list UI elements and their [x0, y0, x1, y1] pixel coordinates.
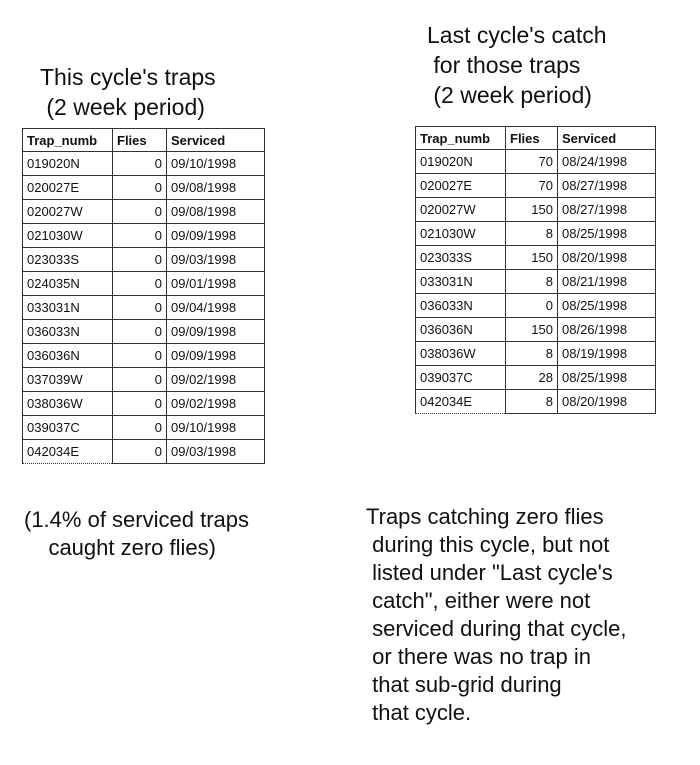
- serviced-date-cell: 09/03/1998: [167, 248, 265, 272]
- table-row: [416, 246, 656, 270]
- table-row: [23, 416, 265, 440]
- trap-number-cell: 037039W: [23, 368, 113, 392]
- trap-number-cell: 019020N: [23, 152, 113, 176]
- this-cycle-table: [22, 128, 265, 464]
- this-cycle-heading: This cycle's traps (2 week period): [40, 64, 216, 120]
- flies-header: Flies: [506, 127, 558, 150]
- flies-cell: 0: [113, 320, 167, 344]
- table-row: [23, 152, 265, 176]
- flies-cell: 0: [113, 392, 167, 416]
- table-header-row: [23, 129, 265, 152]
- table-row: [416, 222, 656, 246]
- table-row: [23, 296, 265, 320]
- table-row: [23, 320, 265, 344]
- trap-number-header: Trap_numb: [23, 129, 113, 152]
- table-row: [23, 392, 265, 416]
- serviced-date-cell: 09/08/1998: [167, 200, 265, 224]
- flies-cell: 8: [506, 390, 558, 414]
- table-row: [23, 200, 265, 224]
- serviced-date-cell: 08/26/1998: [558, 318, 656, 342]
- serviced-date-cell: 09/09/1998: [167, 224, 265, 248]
- trap-number-cell: 021030W: [416, 222, 506, 246]
- trap-number-cell: 039037C: [23, 416, 113, 440]
- serviced-date-cell: 09/09/1998: [167, 320, 265, 344]
- table-row: [23, 248, 265, 272]
- trap-number-cell: 036036N: [416, 318, 506, 342]
- table-row: [23, 176, 265, 200]
- flies-cell: 150: [506, 198, 558, 222]
- serviced-date-cell: 08/27/1998: [558, 174, 656, 198]
- serviced-date-cell: 08/25/1998: [558, 294, 656, 318]
- table-row: [23, 344, 265, 368]
- serviced-date-cell: 08/21/1998: [558, 270, 656, 294]
- serviced-date-cell: 08/25/1998: [558, 366, 656, 390]
- flies-cell: 0: [113, 224, 167, 248]
- unlisted-traps-explanation-note: Traps catching zero flies during this cycle, but not listed under "Last cycle's catch", either were not serviced during that cycle, or there was no trap in that sub-grid during that cycle.: [366, 504, 627, 725]
- serviced-date-cell: 09/04/1998: [167, 296, 265, 320]
- serviced-date-cell: 09/02/1998: [167, 392, 265, 416]
- serviced-date-cell: 09/10/1998: [167, 416, 265, 440]
- table-row: [416, 150, 656, 174]
- table-row: [416, 270, 656, 294]
- trap-number-cell: 039037C: [416, 366, 506, 390]
- serviced-header: Serviced: [558, 127, 656, 150]
- trap-number-cell: 020027W: [416, 198, 506, 222]
- serviced-date-cell: 08/20/1998: [558, 390, 656, 414]
- zero-catch-percentage-note: (1.4% of serviced traps caught zero flies): [24, 507, 249, 560]
- trap-number-cell: 021030W: [23, 224, 113, 248]
- trap-number-cell: 038036W: [23, 392, 113, 416]
- last-cycle-table: [415, 126, 656, 414]
- table-row: [416, 198, 656, 222]
- flies-cell: 150: [506, 318, 558, 342]
- flies-cell: 28: [506, 366, 558, 390]
- table-row: [416, 342, 656, 366]
- serviced-date-cell: 09/09/1998: [167, 344, 265, 368]
- trap-number-cell: 020027E: [23, 176, 113, 200]
- serviced-date-cell: 08/20/1998: [558, 246, 656, 270]
- trap-number-cell: 019020N: [416, 150, 506, 174]
- flies-cell: 0: [113, 176, 167, 200]
- trap-number-cell: 023033S: [416, 246, 506, 270]
- flies-cell: 0: [113, 440, 167, 464]
- flies-cell: 8: [506, 222, 558, 246]
- flies-cell: 8: [506, 270, 558, 294]
- trap-number-cell: 042034E: [23, 440, 113, 464]
- table-row: [23, 368, 265, 392]
- table-header-row: [416, 127, 656, 150]
- flies-cell: 0: [113, 296, 167, 320]
- trap-number-cell: 036033N: [416, 294, 506, 318]
- serviced-date-cell: 08/19/1998: [558, 342, 656, 366]
- serviced-date-cell: 08/24/1998: [558, 150, 656, 174]
- last-cycle-heading: Last cycle's catch for those traps (2 week period): [427, 22, 607, 108]
- table-row: [416, 174, 656, 198]
- trap-number-cell: 024035N: [23, 272, 113, 296]
- table-row: [416, 318, 656, 342]
- serviced-date-cell: 09/03/1998: [167, 440, 265, 464]
- table-row: [23, 224, 265, 248]
- table-row: [416, 294, 656, 318]
- flies-cell: 0: [113, 344, 167, 368]
- trap-number-cell: 020027W: [23, 200, 113, 224]
- trap-number-cell: 023033S: [23, 248, 113, 272]
- serviced-date-cell: 08/27/1998: [558, 198, 656, 222]
- flies-cell: 0: [506, 294, 558, 318]
- flies-cell: 150: [506, 246, 558, 270]
- flies-cell: 70: [506, 150, 558, 174]
- trap-number-header: Trap_numb: [416, 127, 506, 150]
- flies-cell: 0: [113, 272, 167, 296]
- flies-cell: 0: [113, 152, 167, 176]
- flies-cell: 0: [113, 368, 167, 392]
- trap-number-cell: 036036N: [23, 344, 113, 368]
- serviced-date-cell: 09/01/1998: [167, 272, 265, 296]
- serviced-date-cell: 09/08/1998: [167, 176, 265, 200]
- serviced-date-cell: 09/10/1998: [167, 152, 265, 176]
- flies-cell: 0: [113, 200, 167, 224]
- flies-cell: 70: [506, 174, 558, 198]
- flies-header: Flies: [113, 129, 167, 152]
- flies-cell: 0: [113, 416, 167, 440]
- trap-number-cell: 036033N: [23, 320, 113, 344]
- trap-number-cell: 042034E: [416, 390, 506, 414]
- serviced-date-cell: 09/02/1998: [167, 368, 265, 392]
- table-row: [416, 366, 656, 390]
- serviced-header: Serviced: [167, 129, 265, 152]
- trap-number-cell: 020027E: [416, 174, 506, 198]
- trap-number-cell: 033031N: [23, 296, 113, 320]
- table-row: [416, 390, 656, 414]
- flies-cell: 8: [506, 342, 558, 366]
- serviced-date-cell: 08/25/1998: [558, 222, 656, 246]
- table-row: [23, 440, 265, 464]
- trap-number-cell: 033031N: [416, 270, 506, 294]
- trap-number-cell: 038036W: [416, 342, 506, 366]
- table-row: [23, 272, 265, 296]
- flies-cell: 0: [113, 248, 167, 272]
